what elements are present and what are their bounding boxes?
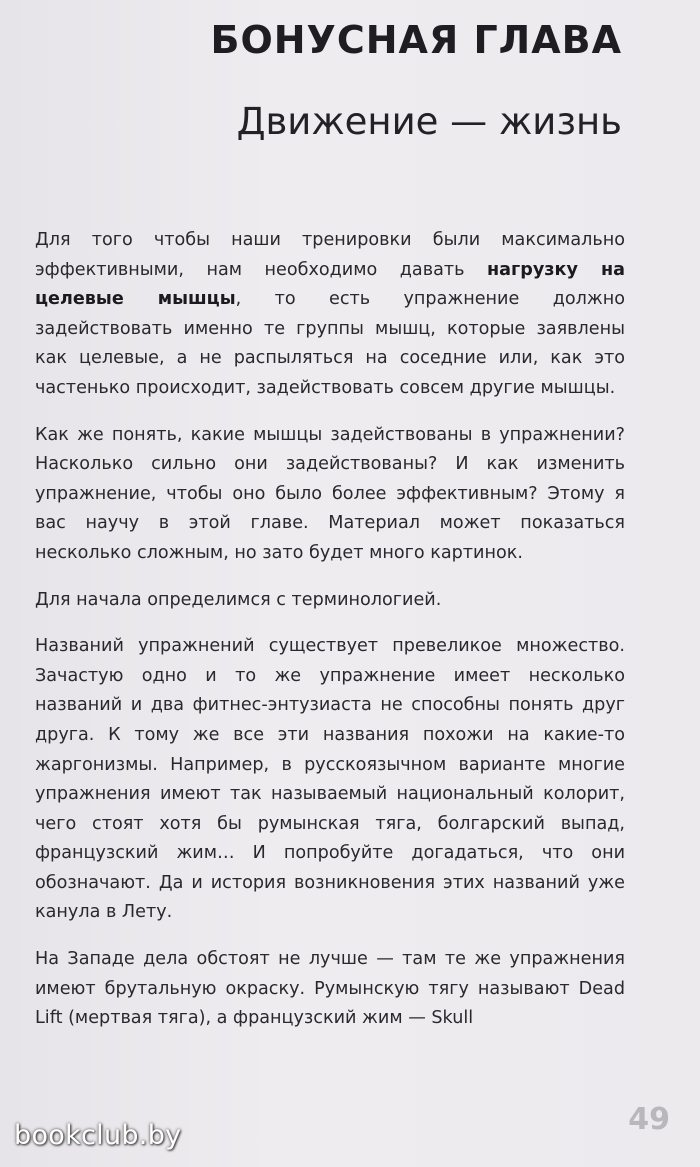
chapter-label: БОНУСНАЯ ГЛАВА [210, 18, 622, 62]
page-number: 49 [628, 1102, 670, 1137]
paragraph-2: Как же понять, какие мышцы задействованы в упражнении? Насколько сильно они задействованы? И как изменить упражнение, чтобы оно было более эффективным? Этому я вас научу в этой главе. Материал может показаться несколько сложным, но зато будет много картинок. [35, 424, 625, 563]
body-text [35, 226, 625, 1051]
paragraph-5: На Западе дела обстоят не лучше — там те же упражнения имеют брутальную окраску. Румынскую тягу называют Dead Lift (мертвая тяга), а французский жим — Skull [35, 949, 625, 1029]
paragraph-1 [35, 226, 625, 404]
chapter-title: Движение — жизнь [236, 100, 622, 143]
watermark-logo: bookclub.by [14, 1120, 182, 1151]
paragraph-1-bold: нагрузку на целевые мышцы [35, 259, 625, 310]
paragraph-4: Названий упражнений существует превеликое множество. Зачастую одно и то же упражнение имеет несколько названий и два фитнес-энтузиаста не способны понять друг друга. К тому же все эти названия похожи на какие-то жаргонизмы. Например, в русскоязычном варианте многие упражнения имеют так называемый национальный колорит, чего стоят хотя бы румынская тяга, болгарский выпад, французский жим… И попробуйте догадаться, что они обозначают. Да и история возникновения этих названий уже канула в Лету. [35, 636, 625, 923]
paragraph-3: Для начала определимся с терминологией. [35, 589, 442, 610]
paragraph-1-before: Для того чтобы наши тренировки были максимально эффективными, нам необходимо давать [35, 230, 625, 280]
paragraph-1-after: , то есть упражнение должно задействовать именно те группы мышц, которые заявлены как целевые, а не распыляться на соседние или, как это частенько происходит, задействовать совсем другие мышцы. [35, 289, 625, 398]
